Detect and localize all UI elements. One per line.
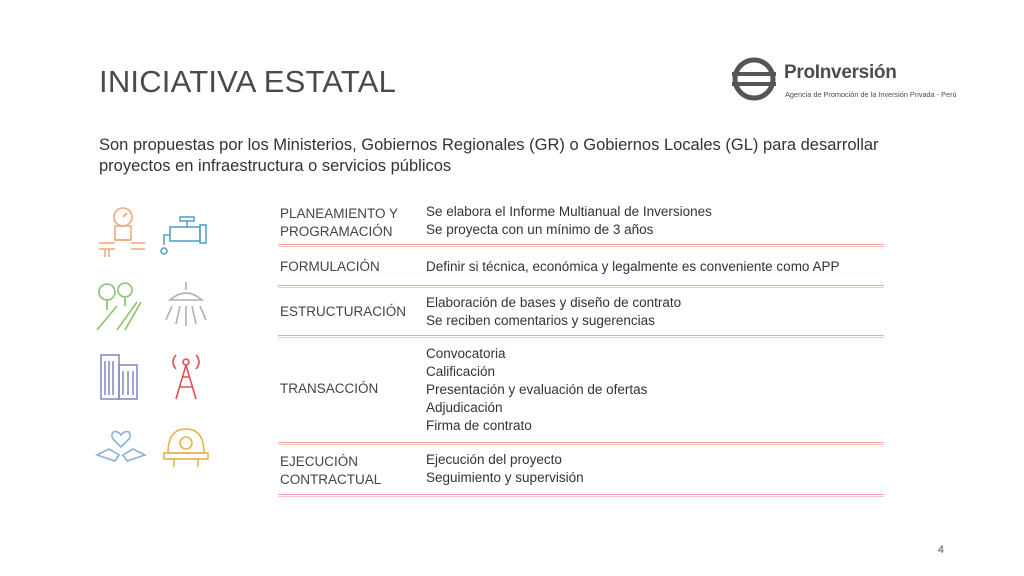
row-divider — [278, 335, 884, 336]
hardhat-icon — [160, 419, 212, 471]
phase-details — [426, 294, 681, 330]
phase-label: PLANEAMIENTO Y PROGRAMACIÓN — [280, 206, 398, 239]
row-divider — [278, 442, 884, 443]
buildings-icon — [95, 351, 147, 403]
row-divider — [278, 494, 884, 495]
detail-line: Definir si técnica, económica y legalmente es conveniente como APP — [426, 259, 840, 274]
logo-brand: ProInversión — [784, 62, 897, 83]
phase-details — [426, 345, 647, 435]
detail-line: Calificación — [426, 364, 496, 379]
irrigation-icon — [160, 280, 212, 332]
detail-line: Se elabora el Informe Multianual de Inversiones — [426, 204, 712, 219]
proinversion-logo — [731, 56, 957, 106]
detail-line: Se reciben comentarios y sugerencias — [426, 313, 655, 328]
detail-line: Adjudicación — [426, 400, 503, 415]
handshake-heart-icon — [95, 419, 147, 471]
phase-label: FORMULACIÓN — [280, 259, 380, 274]
phase-label: TRANSACCIÓN — [280, 381, 379, 396]
logo-tagline: Agencia de Promoción de la Inversión Privada - Perú — [785, 90, 957, 99]
row-divider — [278, 285, 884, 286]
phase-details — [426, 203, 712, 239]
gas-meter-icon — [95, 205, 147, 257]
slide-subtitle: Son propuestas por los Ministerios, Gobiernos Regionales (GR) o Gobiernos Locales (GL) para desarrollar proyectos en infraestructura o servicios públicos — [99, 136, 879, 175]
phase-details — [426, 258, 839, 276]
detail-line: Seguimiento y supervisión — [426, 470, 584, 485]
phase-label: ESTRUCTURACIÓN — [280, 304, 407, 319]
phase-label: EJECUCIÓN CONTRACTUAL — [280, 454, 382, 487]
phase-details — [426, 451, 584, 487]
row-divider — [278, 244, 884, 245]
detail-line: Ejecución del proyecto — [426, 452, 562, 467]
page-number: 4 — [937, 544, 944, 556]
detail-line: Se proyecta con un mínimo de 3 años — [426, 222, 654, 237]
trees-road-icon — [95, 280, 147, 332]
water-valve-icon — [160, 213, 212, 265]
slide-title: INICIATIVA ESTATAL — [99, 64, 397, 99]
proinversion-logo-icon — [731, 56, 781, 106]
detail-line: Elaboración de bases y diseño de contrato — [426, 295, 682, 310]
telecom-tower-icon — [160, 351, 212, 403]
detail-line: Convocatoria — [426, 346, 506, 361]
detail-line: Firma de contrato — [426, 418, 532, 433]
detail-line: Presentación y evaluación de ofertas — [426, 382, 648, 397]
icon-grid — [95, 205, 225, 465]
